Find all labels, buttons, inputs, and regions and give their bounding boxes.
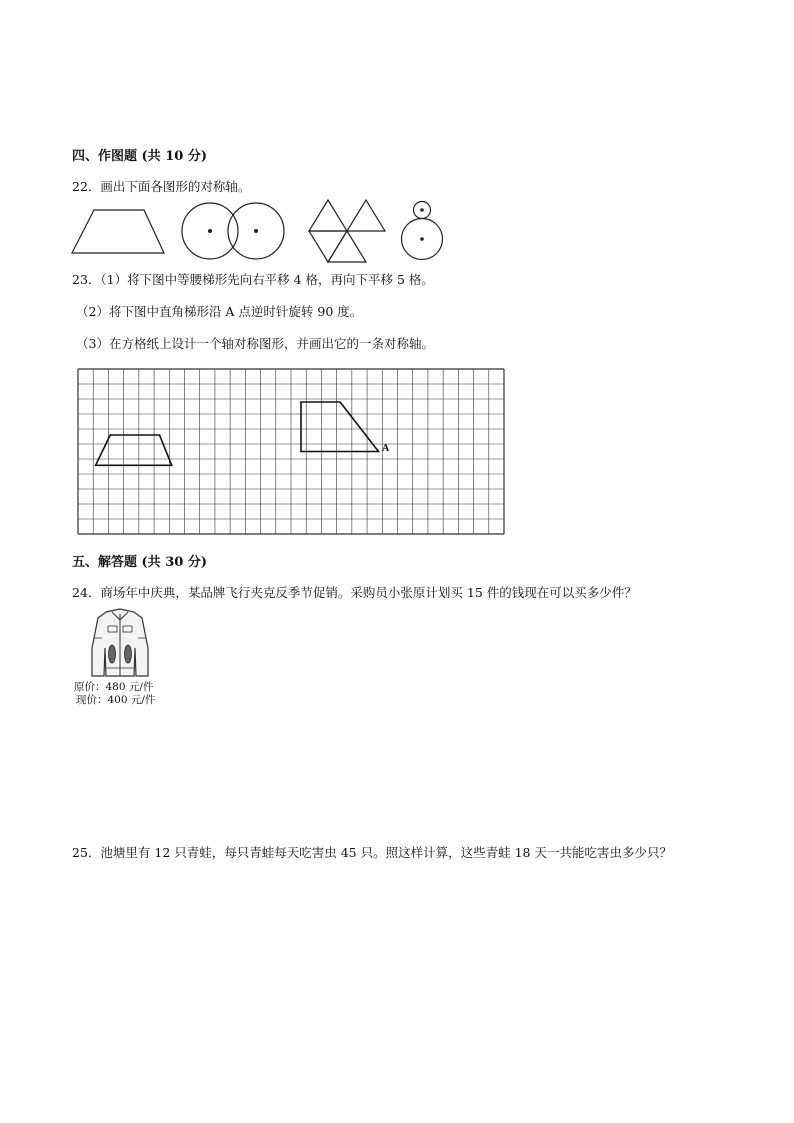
section-4-title: 四、作图题 (共 10 分) (72, 149, 207, 164)
isosceles-trapezoid (96, 435, 172, 465)
jacket-illustration (84, 608, 156, 680)
snowman-circles-figure (402, 202, 443, 260)
trapezoid-figure (72, 210, 164, 253)
q22-figures (0, 0, 794, 270)
two-circles-figure (182, 203, 284, 259)
question-23-part3: （3）在方格纸上设计一个轴对称图形，并画出它的一条对称轴。 (76, 336, 434, 351)
grid-paper (78, 369, 504, 534)
question-24: 24．商场年中庆典，某品牌飞行夹克反季节促销。采购员小张原计划买 15 件的钱现在可以买多少件？ (72, 585, 637, 600)
current-price: 现价：400 元/件 (76, 694, 156, 706)
section-5-title: 五、解答题 (共 30 分) (72, 555, 207, 570)
three-triangles-figure (309, 200, 385, 262)
question-22: 22．画出下面各图形的对称轴。 (72, 179, 251, 194)
question-23-part1: 23．（1）将下图中等腰梯形先向右平移 4 格，再向下平移 5 格。 (72, 272, 434, 287)
point-a-label: A (382, 443, 390, 454)
question-23-part2: （2）将下图中直角梯形沿 A 点逆时针旋转 90 度。 (76, 304, 363, 319)
original-price: 原价：480 元/件 (74, 681, 154, 693)
grid-lines (78, 369, 504, 534)
question-25: 25．池塘里有 12 只青蛙，每只青蛙每天吃害虫 45 只。照这样计算，这些青蛙 18 天一共能吃害虫多少只？ (72, 845, 672, 860)
